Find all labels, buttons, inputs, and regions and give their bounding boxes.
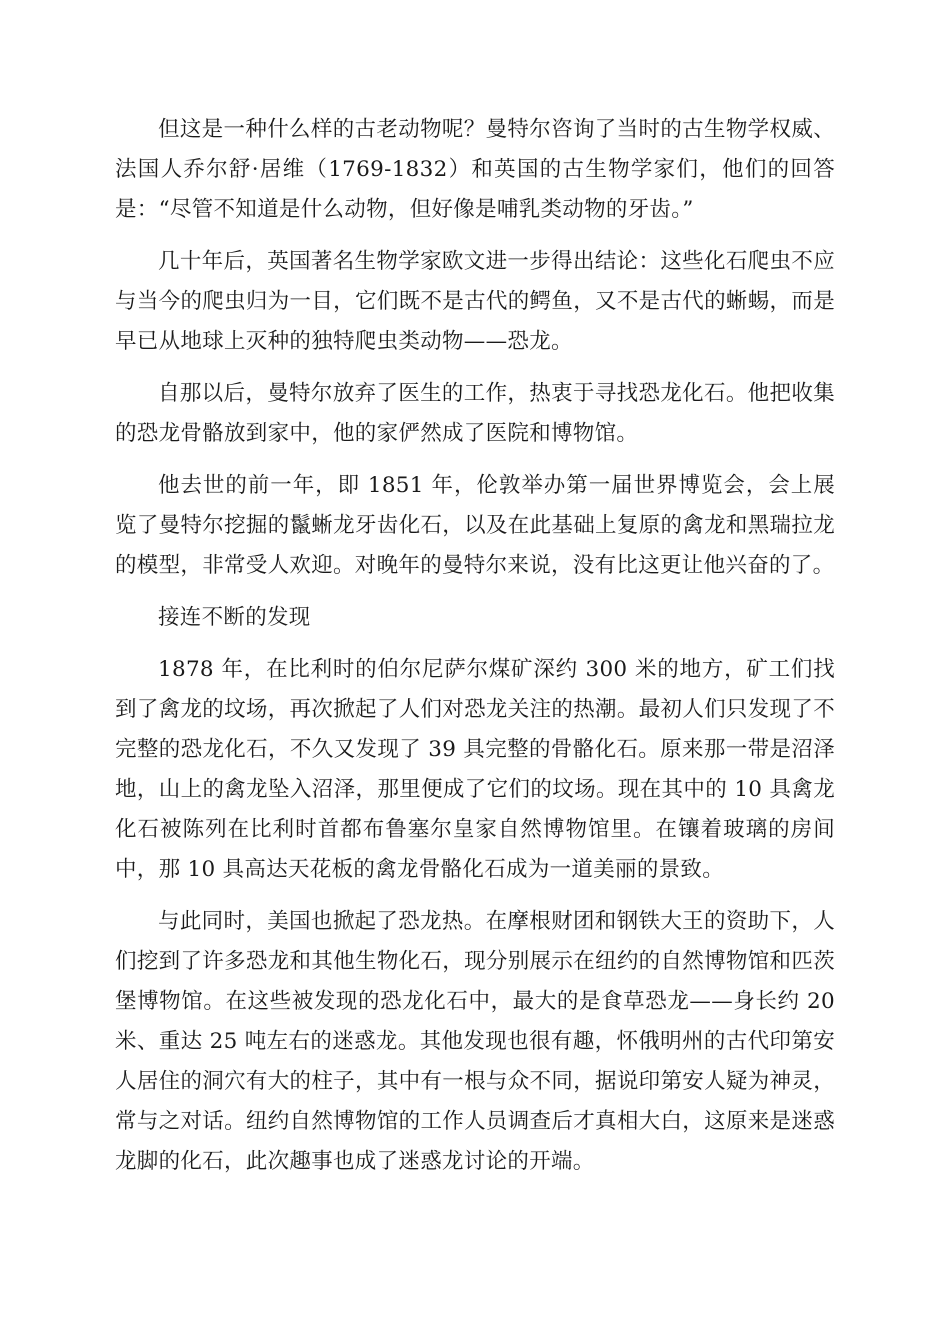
paragraph-5: 1878 年，在比利时的伯尔尼萨尔煤矿深约 300 米的地方，矿工们找到了禽龙的坟场，再次掀起了人们对恐龙关注的热潮。最初人们只发现了不完整的恐龙化石，不久又发现了 39 具完整的骨骼化石。原来那一带是沼泽地，山上的禽龙坠入沼泽，那里便成了它们的坟场。现在其中的 10 具禽龙化石被陈列在比利时首都布鲁塞尔皇家自然博物馆里。在镶着玻璃的房间中，那 10 具高达天花板的禽龙骨骼化石成为一道美丽的景致。 bbox=[115, 657, 835, 882]
paragraph-1: 但这是一种什么样的古老动物呢？曼特尔咨询了当时的古生物学权威、法国人乔尔舒·居维（1769-1832）和英国的古生物学家们，他们的回答是：“尽管不知道是什么动物，但好像是哺乳类动物的牙齿。” bbox=[115, 117, 835, 222]
section-heading: 接连不断的发现 bbox=[158, 605, 311, 630]
paragraph-6: 与此同时，美国也掀起了恐龙热。在摩根财团和钢铁大王的资助下，人们挖到了许多恐龙和其他生物化石，现分别展示在纽约的自然博物馆和匹茨堡博物馆。在这些被发现的恐龙化石中，最大的是食草恐龙——身长约 20 米、重达 25 吨左右的迷惑龙。其他发现也很有趣，怀俄明州的古代印第安人居住的洞穴有大的柱子，其中有一根与众不同，据说印第安人疑为神灵，常与之对话。纽约自然博物馆的工作人员调查后才真相大白，这原来是迷惑龙脚的化石，此次趣事也成了迷惑龙讨论的开端。 bbox=[115, 909, 835, 1174]
paragraph-3: 自那以后，曼特尔放弃了医生的工作，热衷于寻找恐龙化石。他把收集的恐龙骨骼放到家中，他的家俨然成了医院和博物馆。 bbox=[115, 381, 835, 446]
paragraph-4: 他去世的前一年，即 1851 年，伦敦举办第一届世界博览会，会上展览了曼特尔挖掘的鬣蜥龙牙齿化石，以及在此基础上复原的禽龙和黑瑞拉龙的模型，非常受人欢迎。对晚年的曼特尔来说，没有比这更让他兴奋的了。 bbox=[115, 473, 835, 578]
paragraph-2: 几十年后，英国著名生物学家欧文进一步得出结论：这些化石爬虫不应与当今的爬虫归为一目，它们既不是古代的鳄鱼，又不是古代的蜥蜴，而是早已从地球上灭种的独特爬虫类动物——恐龙。 bbox=[115, 249, 835, 354]
document-body bbox=[115, 110, 835, 1194]
